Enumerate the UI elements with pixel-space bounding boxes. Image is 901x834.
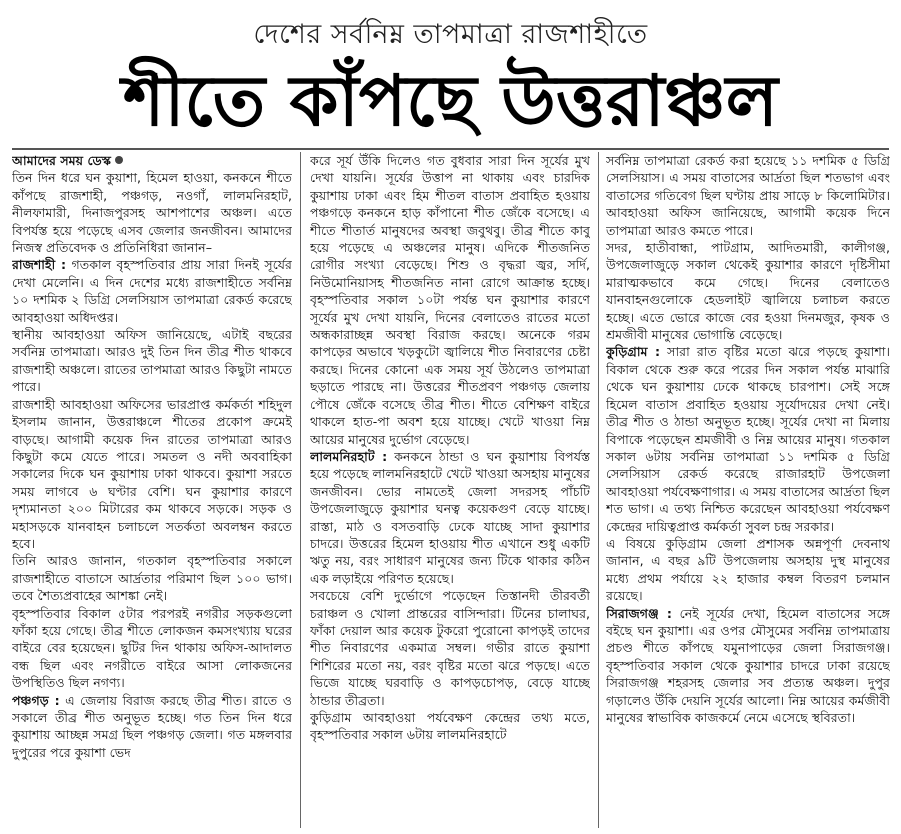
article-paragraph bbox=[606, 343, 890, 534]
byline: আমাদের সময় ডেস্ক bbox=[12, 153, 111, 168]
article-paragraph bbox=[12, 605, 292, 692]
section-lead: রাজশাহী : bbox=[12, 257, 67, 273]
paragraph-text: বৃহস্পতিবার বিকাল ৫টার পরপরই নগরীর সড়কগুলো ফাঁকা হয়ে গেছে। তীব্র শীতে লোকজন কমসংখ্যায় ঘরের বাইরে বের হয়েছেন। ছুটির দিন থাকায় অফিস-আদালত বন্ধ ছিল এবং নগরীতে বাইরে আসা লোকজনের উপস্থিতিও ছিল নগণ্য। bbox=[12, 605, 292, 691]
article-paragraph bbox=[12, 552, 292, 604]
paragraph-text: সারা রাত বৃষ্টির মতো ঝরে পড়ছে কুয়াশা। বিকাল থেকে শুরু করে পরের দিন সকাল পর্যন্ত মাঝারি থেকে ঘন কুয়াশায় ঢেকে থাকছে চারপাশ। সেই সঙ্গে হিমেল বাতাস প্রবাহিত হওয়ায় সূর্যোদয়ের দেখা নেই। তীব্র শীত ও ঠান্ডা অনুভূত হচ্ছে। সূর্যের দেখা না মিলায় বিপাকে পড়েছেন শ্রমজীবী ও নিম্ন আয়ের মানুষ। গতকাল সকাল ৬টায় সর্বনিম্ন তাপমাত্রা ১১ দশমিক ৫ ডিগ্রি সেলসিয়াস রেকর্ড করেছে রাজারহাট উপজেলা আবহাওয়া পর্যবেক্ষণাগার। এ সময় বাতাসের আর্দ্রতা ছিল শত ভাগ। এ তথ্য নিশ্চিত করেছেন আবহাওয়া পর্যবেক্ষণ কেন্দ্রের দায়িত্বপ্রাপ্ত কর্মকর্তা সুবল চন্দ্র সরকার। bbox=[606, 344, 890, 534]
bullet-icon bbox=[115, 156, 123, 164]
paragraph-text: নেই সূর্যের দেখা, হিমেল বাতাসের সঙ্গে বইছে ঘন কুয়াশা। এর ওপর মৌসুমের সর্বনিম্ন তাপমাত্রায় প্রচণ্ড শীতে কাঁপছে যমুনাপাড়ের জেলা সিরাজগঞ্জ। বৃহস্পতিবার সকাল থেকে কুয়াশার চাদরে ঢাকা রয়েছে সিরাজগঞ্জ শহরসহ জেলার সব প্রত্যন্ত অঞ্চল। দুপুর গড়ালেও উঁকি দেয়নি সূর্যের আলো। নিম্ন আয়ের কর্মজীবী মানুষের স্বাভাবিক কাজকর্মে নেমে এসেছে স্থবিরতা। bbox=[606, 605, 890, 725]
article-paragraph bbox=[12, 256, 292, 326]
section-lead: লালমনিরহাট : bbox=[310, 448, 388, 464]
article-paragraph bbox=[310, 587, 590, 709]
article-paragraph bbox=[310, 152, 590, 448]
paragraph-text: তিনি আরও জানান, গতকাল বৃহস্পতিবার সকালে রাজশাহীতে বাতাসে আর্দ্রতার পরিমাণ ছিল ১০০ ভাগ। তবে শৈত্যপ্রবাহের আশঙ্কা নেই। bbox=[12, 553, 292, 604]
subheadline: দেশের সর্বনিম্ন তাপমাত্রা রাজশাহীতে bbox=[253, 19, 648, 50]
paragraph-text: সর্বনিম্ন তাপমাত্রা রেকর্ড করা হয়েছে ১১ দশমিক ৫ ডিগ্রি সেলসিয়াস। এ সময় বাতাসের আর্দ্রতা ছিল শতভাগ এবং বাতাসের গতিবেগ ছিল ঘণ্টায় প্রায় সাড়ে ৮ কিলোমিটার। আবহাওয়া অফিস জানিয়েছে, আগামী কয়েক দিনে তাপমাত্রা আরও কমতে পারে। bbox=[606, 153, 890, 238]
article-paragraph bbox=[310, 448, 590, 587]
article-paragraph bbox=[606, 239, 890, 343]
section-lead: পঞ্চগড় : bbox=[12, 692, 60, 708]
paragraph-text: তিন দিন ধরে ঘন কুয়াশা, হিমেল হাওয়া, কনকনে শীতে কাঁপছে রাজশাহী, পঞ্চগড়, নওগাঁ, লালমনিরহাট, নীলফামারী, দিনাজপুরসহ আশপাশের অঞ্চল। এতে বিপর্যস্ত হয়ে পড়েছে এসব জেলার জনজীবন। আমাদের নিজস্ব প্রতিবেদক ও প্রতিনিধিরা জানান– bbox=[12, 170, 292, 256]
column-divider bbox=[300, 152, 301, 828]
paragraph-text: কনকনে ঠান্ডা ও ঘন কুয়াশায় বিপর্যস্ত হয়ে পড়েছে লালমনিরহাটে খেটে খাওয়া অসহায় মানুষের জনজীবন। ভোর নামতেই জেলা সদরসহ পাঁচটি উপজেলাজুড়ে কুয়াশার ঘনত্ব কয়েকগুণ বেড়ে যাচ্ছে। রাস্তা, মাঠ ও বসতবাড়ি ঢেকে যাচ্ছে সাদা কুয়াশার চাদরে। উত্তরের হিমেল হাওয়ায় শীত এখানে শুধু একটি ঋতু নয়, বরং সাধারণ মানুষের জন্য টিকে থাকার কঠিন এক লড়াইয়ে পরিণত হয়েছে। bbox=[310, 448, 590, 586]
article-paragraph bbox=[606, 605, 890, 727]
paragraph-text: কুড়িগ্রাম আবহাওয়া পর্যবেক্ষণ কেন্দ্রের তথ্য মতে, বৃহস্পতিবার সকাল ৬টায় লালমনিরহাটে bbox=[310, 710, 590, 743]
article-column-3 bbox=[606, 152, 890, 828]
article-paragraph bbox=[12, 396, 292, 553]
article-paragraph bbox=[606, 535, 890, 605]
paragraph-text: করে সূর্য উঁকি দিলেও গত বুধবার সারা দিন সূর্যের মুখ দেখা যায়নি। সূর্যের উত্তাপ না থাকায় এবং চারদিক কুয়াশায় ঢাকা এবং হিম শীতল বাতাস প্রবাহিত হওয়ায় পঞ্চগড়ে কনকনে হাড় কাঁপানো শীত জেঁকে বসেছে। এ শীতে শীতার্ত মানুষদের অবস্থা জবুথবু। তীব্র শীতে কাবু হয়ে পড়েছে এ অঞ্চলের মানুষ। এদিকে শীতজনিত রোগীর সংখ্যা বেড়েছে। শিশু ও বৃদ্ধরা জ্বর, সর্দি, নিউমোনিয়াসহ শীতজনিত নানা রোগে আক্রান্ত হচ্ছে। বৃহস্পতিবার সকাল ১০টা পর্যন্ত ঘন কুয়াশার কারণে সূর্যের মুখ দেখা যায়নি, দিনের বেলাতেও রাতের মতো অন্ধকারাচ্ছন্ন অবস্থা বিরাজ করছে। অনেকে গরম কাপড়ের অভাবে খড়কুটো জ্বালিয়ে শীত নিবারণের চেষ্টা করছে। দিনের কোনো এক সময় সূর্য উঠলেও তাপমাত্রা ছড়াতে পারছে না। উত্তরের শীতপ্রবণ পঞ্চগড় জেলায় পৌষে জেঁকে বসেছে তীব্র শীত। শীতে বেশিক্ষণ বাইরে থাকলে হাত-পা অবশ হয়ে যাচ্ছে। খেটে খাওয়া নিম্ন আয়ের মানুষের দুর্ভোগ বেড়েছে। bbox=[310, 153, 590, 447]
article-paragraph bbox=[310, 709, 590, 744]
paragraph-text: এ জেলায় বিরাজ করছে তীব্র শীত। রাতে ও সকালে তীব্র শীত অনুভূত হচ্ছে। গত তিন দিন ধরে কুয়াশায় আচ্ছন্ন সমগ্র ছিল পঞ্চগড় জেলা। গত মঙ্গলবার দুপুরের পরে কুয়াশা ভেদ bbox=[12, 692, 292, 760]
header-rule bbox=[12, 148, 889, 150]
section-lead: কুড়িগ্রাম : bbox=[606, 344, 661, 360]
paragraph-text: গতকাল বৃহস্পতিবার প্রায় সারা দিনই সূর্যের দেখা মেলেনি। এ দিন দেশের মধ্যে রাজশাহীতে সর্বনিম্ন ১০ দশমিক ২ ডিগ্রি সেলসিয়াস তাপমাত্রা রেকর্ড করেছে আবহাওয়া অধিদপ্তর। bbox=[12, 257, 292, 325]
section-lead: সিরাজগঞ্জ : bbox=[606, 605, 672, 621]
headline: শীতে কাঁপছে উত্তরাঞ্চল bbox=[123, 60, 778, 142]
article-paragraph bbox=[12, 326, 292, 396]
article-column-1 bbox=[12, 152, 292, 828]
paragraph-text: রাজশাহী আবহাওয়া অফিসের ভারপ্রাপ্ত কর্মকর্তা শহিদুল ইসলাম জানান, উত্তরাঞ্চলে শীতের প্রকোপ ক্রমেই বাড়ছে। আগামী কয়েক দিন রাতের তাপমাত্রা আরও কিছুটা কমে যেতে পারে। সমতল ও নদী অববাহিকা সকালের দিকে ঘন কুয়াশায় ঢাকা থাকবে। কুয়াশা সরতে সময় লাগবে ৬ ঘণ্টার বেশি। ঘন কুয়াশার কারণে দৃশ্যমানতা ২০০ মিটারের কম থাকবে সড়কে। সড়ক ও মহাসড়কে যানবাহন চলাচলে সতর্কতা অবলম্বন করতে হবে। bbox=[12, 396, 292, 551]
article-paragraph bbox=[12, 692, 292, 762]
column-divider bbox=[598, 152, 599, 828]
article-column-2 bbox=[310, 152, 590, 828]
paragraph-text: সবচেয়ে বেশি দুর্ভোগে পড়েছেন তিস্তানদী তীরবর্তী চরাঞ্চল ও খোলা প্রান্তরের বাসিন্দারা। টিনের চালাঘর, ফাঁকা দেয়াল আর কয়েক টুকরো পুরোনো কাপড়ই তাদের শীত নিবারণের একমাত্র সম্বল। গভীর রাতে কুয়াশা শিশিরের মতো নয়, বরং বৃষ্টির মতো ঝরে পড়ছে। এতে ভিজে যাচ্ছে ঘরবাড়ি ও কাপড়চোপড়, বেড়ে যাচ্ছে ঠান্ডার তীব্রতা। bbox=[310, 588, 590, 708]
paragraph-text: স্থানীয় আবহাওয়া অফিস জানিয়েছে, এটাই বছরের সর্বনিম্ন তাপমাত্রা। আরও দুই তিন দিন তীব্র শীত থাকবে রাজশাহী অঞ্চলে। রাতের তাপমাত্রা আরও কিছুটা নামতে পারে। bbox=[12, 327, 292, 395]
paragraph-text: এ বিষয়ে কুড়িগ্রাম জেলা প্রশাসক অন্নপূর্ণা দেবনাথ জানান, এ বছর ৯টি উপজেলায় অসহায় দুস্থ মানুষের মধ্যে প্রথম পর্যায়ে ২২ হাজার কম্বল বিতরণ চলমান রয়েছে। bbox=[606, 535, 890, 604]
paragraph-text: সদর, হাতীবান্ধা, পাটগ্রাম, আদিতমারী, কালীগঞ্জ, উপজেলাজুড়ে সকাল থেকেই কুয়াশার কারণে দৃষ্টিসীমা মারাত্মকভাবে কমে গেছে। দিনের বেলাতেও যানবাহনগুলোকে হেডলাইট জ্বালিয়ে চলাচল করতে হচ্ছে। এতে ভোরে কাজে বের হওয়া দিনমজুর, কৃষক ও শ্রমজীবী মানুষের ভোগান্তি বেড়েছে। bbox=[606, 240, 890, 343]
article-paragraph bbox=[12, 169, 292, 256]
article-paragraph bbox=[606, 152, 890, 239]
